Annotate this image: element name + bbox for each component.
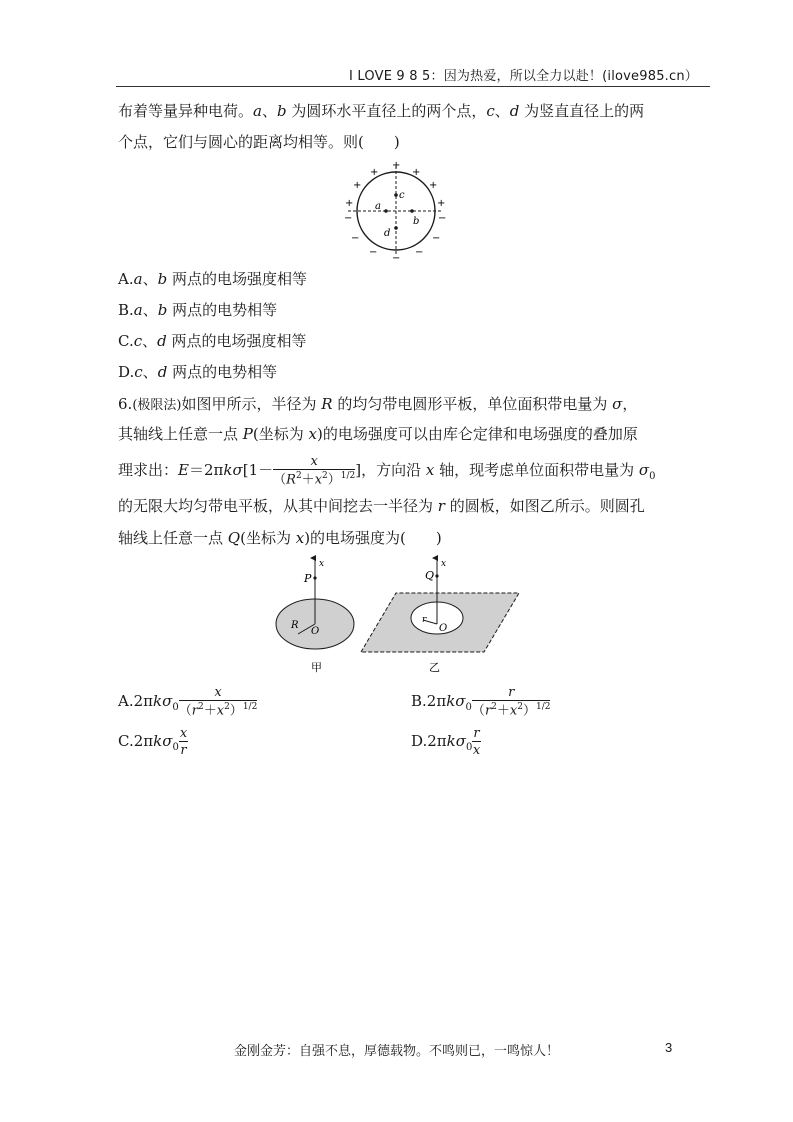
plus-charges <box>345 160 445 209</box>
q6-figures <box>270 552 530 677</box>
point-a <box>384 209 388 213</box>
svg-text:O: O <box>439 623 448 634</box>
point-P <box>313 576 316 579</box>
svg-text:−: − <box>438 213 447 224</box>
label-b: b <box>413 216 420 227</box>
label-a: a <box>375 201 381 212</box>
svg-text:+: + <box>370 167 379 178</box>
svg-text:P: P <box>304 572 312 585</box>
q5-ring-figure <box>340 158 455 263</box>
q5-line-1: 布着等量异种电荷。a、b 为圆环水平直径上的两个点，c、d 为竖直直径上的两 <box>118 102 645 120</box>
caption-yi: 乙 <box>429 661 440 674</box>
svg-text:x: x <box>319 559 325 569</box>
svg-text:−: − <box>415 247 424 258</box>
svg-text:+: + <box>392 160 401 171</box>
svg-text:+: + <box>412 167 421 178</box>
svg-text:+: + <box>429 180 438 191</box>
point-Q <box>435 574 438 577</box>
q5-option-c: C.c、d 两点的电场强度相等 <box>118 332 307 350</box>
q5-option-d: D.c、d 两点的电势相等 <box>118 363 278 381</box>
figure-yi <box>361 558 519 674</box>
q6-number: 6. <box>118 395 133 413</box>
footer-motto: 金刚金芳：自强不息，厚德载物。不鸣则已，一鸣惊人！ <box>233 1044 559 1059</box>
svg-text:−: − <box>351 233 360 244</box>
figure-jia <box>276 558 354 674</box>
svg-text:+: + <box>437 198 446 209</box>
svg-text:−: − <box>432 233 441 244</box>
q6-line-5: 轴线上任意一点 Q(坐标为 x)的电场强度为( ) <box>118 529 442 547</box>
caption-jia: 甲 <box>311 661 322 674</box>
label-c: c <box>399 190 405 201</box>
q6-line-3-formula: 理求出：E＝2πkσ[1－ $\frac{x}{(R^2+x^2)^{1/2}}$ ]，方向沿 x 轴，现考虑单位面积带电量为 $\sigma_0$ <box>118 454 656 488</box>
q6-option-d: D.2πkσ$_0$ $\frac{r}{x}$ <box>411 726 481 758</box>
q5-line-2: 个点，它们与圆心的距离均相等。则( ) <box>118 133 400 151</box>
svg-text:r: r <box>422 615 427 625</box>
q6-line-2: 其轴线上任意一点 P(坐标为 x)的电场强度可以由库仑定律和电场强度的叠加原 <box>118 425 638 443</box>
q6-method-tag: (极限法) <box>132 398 182 413</box>
minus-charges <box>344 213 446 263</box>
svg-text:−: − <box>392 253 401 263</box>
label-d: d <box>384 228 391 239</box>
svg-text:x: x <box>441 559 447 569</box>
q5-option-a: A.a、b 两点的电场强度相等 <box>118 270 307 288</box>
svg-text:+: + <box>345 198 354 209</box>
svg-text:−: − <box>369 247 378 258</box>
q6-line-4: 的无限大均匀带电平板，从其中间挖去一半径为 r 的圆板，如图乙所示。则圆孔 <box>118 497 645 515</box>
q6-option-c: C.2πkσ$_0$ $\frac{x}{r}$ <box>118 726 188 758</box>
q6-line-1: 6.(极限法)如图甲所示，半径为 R 的均匀带电圆形平板，单位面积带电量为 σ， <box>118 395 638 413</box>
header-text: I LOVE 9 8 5：因为热爱，所以全力以赴！(ilove985.cn） <box>349 69 698 84</box>
svg-text:Q: Q <box>425 569 435 582</box>
q5-option-b: B.a、b 两点的电势相等 <box>118 301 278 319</box>
page-number: 3 <box>665 1040 673 1055</box>
page-header <box>116 62 710 87</box>
field-fraction: $\frac{x}{(R^2+x^2)^{1/2}}$ <box>273 454 356 488</box>
q6-option-a: A.2πkσ$_0$ $\frac{x}{(r^2+x^2)^{1/2}}$ <box>118 685 258 719</box>
point-b <box>410 209 414 213</box>
point-c <box>394 193 398 197</box>
svg-text:−: − <box>344 213 353 224</box>
q6-option-b: B.2πkσ$_0$ $\frac{r}{(r^2+x^2)^{1/2}}$ <box>411 685 551 719</box>
svg-text:+: + <box>353 180 362 191</box>
point-d <box>394 226 398 230</box>
svg-text:R: R <box>291 620 299 631</box>
svg-text:O: O <box>311 626 320 637</box>
